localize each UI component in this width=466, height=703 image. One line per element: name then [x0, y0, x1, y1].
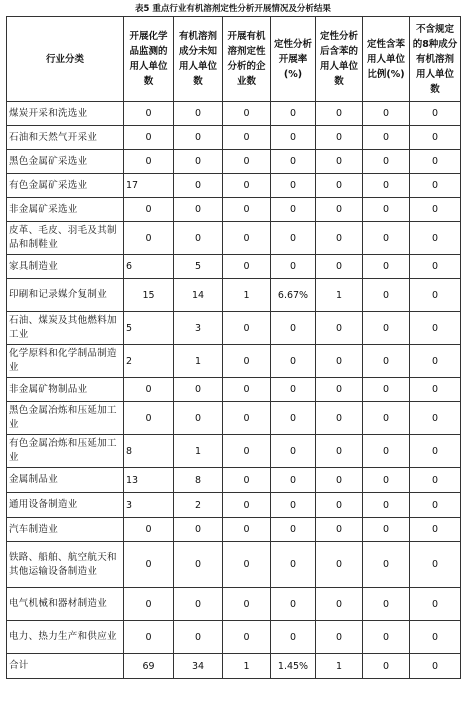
cell-benzene-units: 0	[316, 126, 363, 150]
table-row	[7, 435, 461, 468]
cell-no-eight-components: 0	[410, 150, 461, 174]
header-row	[7, 17, 461, 102]
cell-monitored-units: 2	[124, 345, 174, 378]
row-industry-name: 有色金属矿采选业	[7, 174, 124, 198]
row-industry-name: 电力、热力生产和供应业	[7, 621, 124, 654]
cell-unknown-solvent-units: 0	[174, 150, 223, 174]
cell-no-eight-components: 0	[410, 621, 461, 654]
cell-benzene-units: 0	[316, 312, 363, 345]
cell-analysis-companies: 0	[223, 518, 271, 542]
cell-no-eight-components: 0	[410, 279, 461, 312]
table-row	[7, 312, 461, 345]
cell-analysis-rate: 0	[271, 312, 316, 345]
cell-analysis-companies: 1	[223, 279, 271, 312]
cell-analysis-rate: 0	[271, 402, 316, 435]
cell-analysis-rate: 0	[271, 102, 316, 126]
cell-no-eight-components: 0	[410, 435, 461, 468]
cell-unknown-solvent-units: 0	[174, 126, 223, 150]
cell-no-eight-components: 0	[410, 518, 461, 542]
cell-analysis-rate: 0	[271, 255, 316, 279]
row-industry-name: 汽车制造业	[7, 518, 124, 542]
cell-analysis-rate: 0	[271, 435, 316, 468]
cell-monitored-units: 0	[124, 378, 174, 402]
cell-monitored-units: 6	[124, 255, 174, 279]
cell-benzene-units: 0	[316, 588, 363, 621]
header-monitored-units: 开展化学品监测的用人单位数	[124, 17, 174, 102]
row-industry-name: 黑色金属冶炼和压延加工业	[7, 402, 124, 435]
cell-analysis-rate: 1.45%	[271, 654, 316, 679]
cell-monitored-units: 69	[124, 654, 174, 679]
table-row	[7, 198, 461, 222]
cell-benzene-units: 0	[316, 621, 363, 654]
cell-benzene-ratio: 0	[363, 345, 410, 378]
cell-benzene-ratio: 0	[363, 378, 410, 402]
cell-analysis-rate: 0	[271, 493, 316, 518]
table-title: 表5 重点行业有机溶剂定性分析开展情况及分析结果	[135, 4, 331, 14]
cell-benzene-units: 0	[316, 493, 363, 518]
row-industry-name: 印刷和记录媒介复制业	[7, 279, 124, 312]
header-benzene-ratio: 定性含苯用人单位比例(%)	[363, 17, 410, 102]
header-benzene-units: 定性分析后含苯的用人单位数	[316, 17, 363, 102]
cell-unknown-solvent-units: 0	[174, 402, 223, 435]
cell-unknown-solvent-units: 8	[174, 468, 223, 493]
cell-benzene-ratio: 0	[363, 542, 410, 588]
table-row	[7, 126, 461, 150]
cell-monitored-units: 0	[124, 126, 174, 150]
row-industry-name: 化学原料和化学制品制造业	[7, 345, 124, 378]
cell-analysis-companies: 0	[223, 621, 271, 654]
cell-benzene-ratio: 0	[363, 102, 410, 126]
cell-no-eight-components: 0	[410, 198, 461, 222]
cell-no-eight-components: 0	[410, 174, 461, 198]
header-no-eight-components-units: 不含规定的8种成分有机溶剂用人单位数	[410, 17, 461, 102]
header-unknown-solvent-units: 有机溶剂成分未知用人单位数	[174, 17, 223, 102]
cell-monitored-units: 8	[124, 435, 174, 468]
cell-analysis-rate: 0	[271, 468, 316, 493]
cell-analysis-companies: 0	[223, 345, 271, 378]
cell-analysis-companies: 0	[223, 493, 271, 518]
row-industry-name: 黑色金属矿采选业	[7, 150, 124, 174]
cell-analysis-companies: 0	[223, 222, 271, 255]
table-row	[7, 588, 461, 621]
cell-benzene-units: 0	[316, 102, 363, 126]
row-industry-name: 石油和天然气开采业	[7, 126, 124, 150]
cell-benzene-units: 0	[316, 518, 363, 542]
row-industry-name: 电气机械和器材制造业	[7, 588, 124, 621]
table-row	[7, 102, 461, 126]
cell-analysis-rate: 0	[271, 542, 316, 588]
cell-analysis-rate: 0	[271, 174, 316, 198]
cell-no-eight-components: 0	[410, 255, 461, 279]
cell-benzene-ratio: 0	[363, 126, 410, 150]
table-row	[7, 542, 461, 588]
cell-benzene-ratio: 0	[363, 654, 410, 679]
cell-monitored-units: 0	[124, 150, 174, 174]
cell-analysis-companies: 0	[223, 126, 271, 150]
cell-unknown-solvent-units: 0	[174, 588, 223, 621]
row-industry-name: 非金属矿物制品业	[7, 378, 124, 402]
cell-benzene-ratio: 0	[363, 312, 410, 345]
industry-analysis-table	[6, 16, 461, 679]
header-industry: 行业分类	[7, 17, 124, 102]
cell-benzene-units: 0	[316, 222, 363, 255]
cell-analysis-rate: 6.67%	[271, 279, 316, 312]
cell-benzene-units: 0	[316, 435, 363, 468]
cell-benzene-ratio: 0	[363, 198, 410, 222]
cell-monitored-units: 0	[124, 542, 174, 588]
cell-no-eight-components: 0	[410, 312, 461, 345]
cell-unknown-solvent-units: 0	[174, 198, 223, 222]
cell-unknown-solvent-units: 0	[174, 174, 223, 198]
cell-unknown-solvent-units: 1	[174, 345, 223, 378]
row-industry-name: 金属制品业	[7, 468, 124, 493]
cell-monitored-units: 0	[124, 518, 174, 542]
cell-benzene-units: 0	[316, 345, 363, 378]
table-row	[7, 150, 461, 174]
table-row	[7, 621, 461, 654]
cell-analysis-companies: 0	[223, 542, 271, 588]
cell-analysis-rate: 0	[271, 222, 316, 255]
row-industry-name: 煤炭开采和洗选业	[7, 102, 124, 126]
cell-unknown-solvent-units: 1	[174, 435, 223, 468]
cell-unknown-solvent-units: 0	[174, 518, 223, 542]
cell-benzene-units: 0	[316, 468, 363, 493]
table-row	[7, 493, 461, 518]
cell-no-eight-components: 0	[410, 378, 461, 402]
table-row	[7, 345, 461, 378]
cell-unknown-solvent-units: 34	[174, 654, 223, 679]
row-industry-name: 家具制造业	[7, 255, 124, 279]
cell-unknown-solvent-units: 0	[174, 378, 223, 402]
cell-monitored-units: 0	[124, 402, 174, 435]
cell-benzene-ratio: 0	[363, 518, 410, 542]
table-row	[7, 468, 461, 493]
cell-benzene-ratio: 0	[363, 255, 410, 279]
cell-analysis-companies: 0	[223, 255, 271, 279]
cell-benzene-units: 0	[316, 150, 363, 174]
cell-no-eight-components: 0	[410, 588, 461, 621]
cell-benzene-ratio: 0	[363, 588, 410, 621]
cell-analysis-rate: 0	[271, 518, 316, 542]
cell-analysis-companies: 0	[223, 468, 271, 493]
cell-analysis-companies: 0	[223, 174, 271, 198]
cell-analysis-rate: 0	[271, 378, 316, 402]
cell-analysis-rate: 0	[271, 150, 316, 174]
cell-analysis-rate: 0	[271, 198, 316, 222]
cell-analysis-companies: 0	[223, 378, 271, 402]
row-industry-name: 有色金属冶炼和压延加工业	[7, 435, 124, 468]
table-row	[7, 518, 461, 542]
table-row	[7, 402, 461, 435]
cell-analysis-companies: 0	[223, 102, 271, 126]
cell-no-eight-components: 0	[410, 493, 461, 518]
cell-analysis-rate: 0	[271, 588, 316, 621]
cell-unknown-solvent-units: 3	[174, 312, 223, 345]
cell-analysis-companies: 0	[223, 312, 271, 345]
cell-unknown-solvent-units: 0	[174, 102, 223, 126]
row-industry-name: 铁路、船舶、航空航天和其他运输设备制造业	[7, 542, 124, 588]
row-industry-name: 石油、煤炭及其他燃料加工业	[7, 312, 124, 345]
cell-benzene-units: 0	[316, 378, 363, 402]
table-row	[7, 378, 461, 402]
cell-no-eight-components: 0	[410, 402, 461, 435]
cell-analysis-companies: 1	[223, 654, 271, 679]
cell-no-eight-components: 0	[410, 126, 461, 150]
cell-unknown-solvent-units: 0	[174, 222, 223, 255]
cell-monitored-units: 0	[124, 102, 174, 126]
cell-benzene-ratio: 0	[363, 621, 410, 654]
cell-unknown-solvent-units: 0	[174, 542, 223, 588]
cell-analysis-companies: 0	[223, 588, 271, 621]
cell-analysis-rate: 0	[271, 126, 316, 150]
cell-monitored-units: 13	[124, 468, 174, 493]
cell-monitored-units: 0	[124, 588, 174, 621]
cell-monitored-units: 15	[124, 279, 174, 312]
cell-monitored-units: 3	[124, 493, 174, 518]
cell-benzene-units: 0	[316, 542, 363, 588]
cell-benzene-ratio: 0	[363, 493, 410, 518]
cell-benzene-ratio: 0	[363, 174, 410, 198]
cell-analysis-companies: 0	[223, 402, 271, 435]
cell-monitored-units: 17	[124, 174, 174, 198]
cell-benzene-ratio: 0	[363, 402, 410, 435]
row-total-label: 合计	[7, 654, 124, 679]
cell-benzene-ratio: 0	[363, 150, 410, 174]
cell-analysis-companies: 0	[223, 150, 271, 174]
cell-no-eight-components: 0	[410, 654, 461, 679]
cell-no-eight-components: 0	[410, 222, 461, 255]
table-row	[7, 222, 461, 255]
cell-benzene-ratio: 0	[363, 222, 410, 255]
cell-monitored-units: 0	[124, 222, 174, 255]
row-industry-name: 通用设备制造业	[7, 493, 124, 518]
cell-benzene-units: 0	[316, 255, 363, 279]
row-industry-name: 皮革、毛皮、羽毛及其制品和制鞋业	[7, 222, 124, 255]
cell-monitored-units: 5	[124, 312, 174, 345]
header-qualitative-analysis-companies: 开展有机溶剂定性分析的企业数	[223, 17, 271, 102]
cell-monitored-units: 0	[124, 198, 174, 222]
cell-benzene-ratio: 0	[363, 279, 410, 312]
table-row	[7, 279, 461, 312]
table-row-total	[7, 654, 461, 679]
cell-benzene-ratio: 0	[363, 435, 410, 468]
cell-analysis-rate: 0	[271, 621, 316, 654]
row-industry-name: 非金属矿采选业	[7, 198, 124, 222]
cell-analysis-companies: 0	[223, 198, 271, 222]
table-row	[7, 174, 461, 198]
cell-no-eight-components: 0	[410, 468, 461, 493]
table-row	[7, 255, 461, 279]
cell-no-eight-components: 0	[410, 345, 461, 378]
cell-unknown-solvent-units: 5	[174, 255, 223, 279]
cell-analysis-companies: 0	[223, 435, 271, 468]
cell-benzene-units: 0	[316, 402, 363, 435]
cell-analysis-rate: 0	[271, 345, 316, 378]
cell-no-eight-components: 0	[410, 102, 461, 126]
cell-unknown-solvent-units: 14	[174, 279, 223, 312]
cell-benzene-units: 1	[316, 279, 363, 312]
cell-benzene-units: 0	[316, 198, 363, 222]
cell-unknown-solvent-units: 0	[174, 621, 223, 654]
cell-no-eight-components: 0	[410, 542, 461, 588]
cell-monitored-units: 0	[124, 621, 174, 654]
header-analysis-rate: 定性分析开展率(%)	[271, 17, 316, 102]
cell-benzene-ratio: 0	[363, 468, 410, 493]
cell-benzene-units: 1	[316, 654, 363, 679]
cell-benzene-units: 0	[316, 174, 363, 198]
cell-unknown-solvent-units: 2	[174, 493, 223, 518]
